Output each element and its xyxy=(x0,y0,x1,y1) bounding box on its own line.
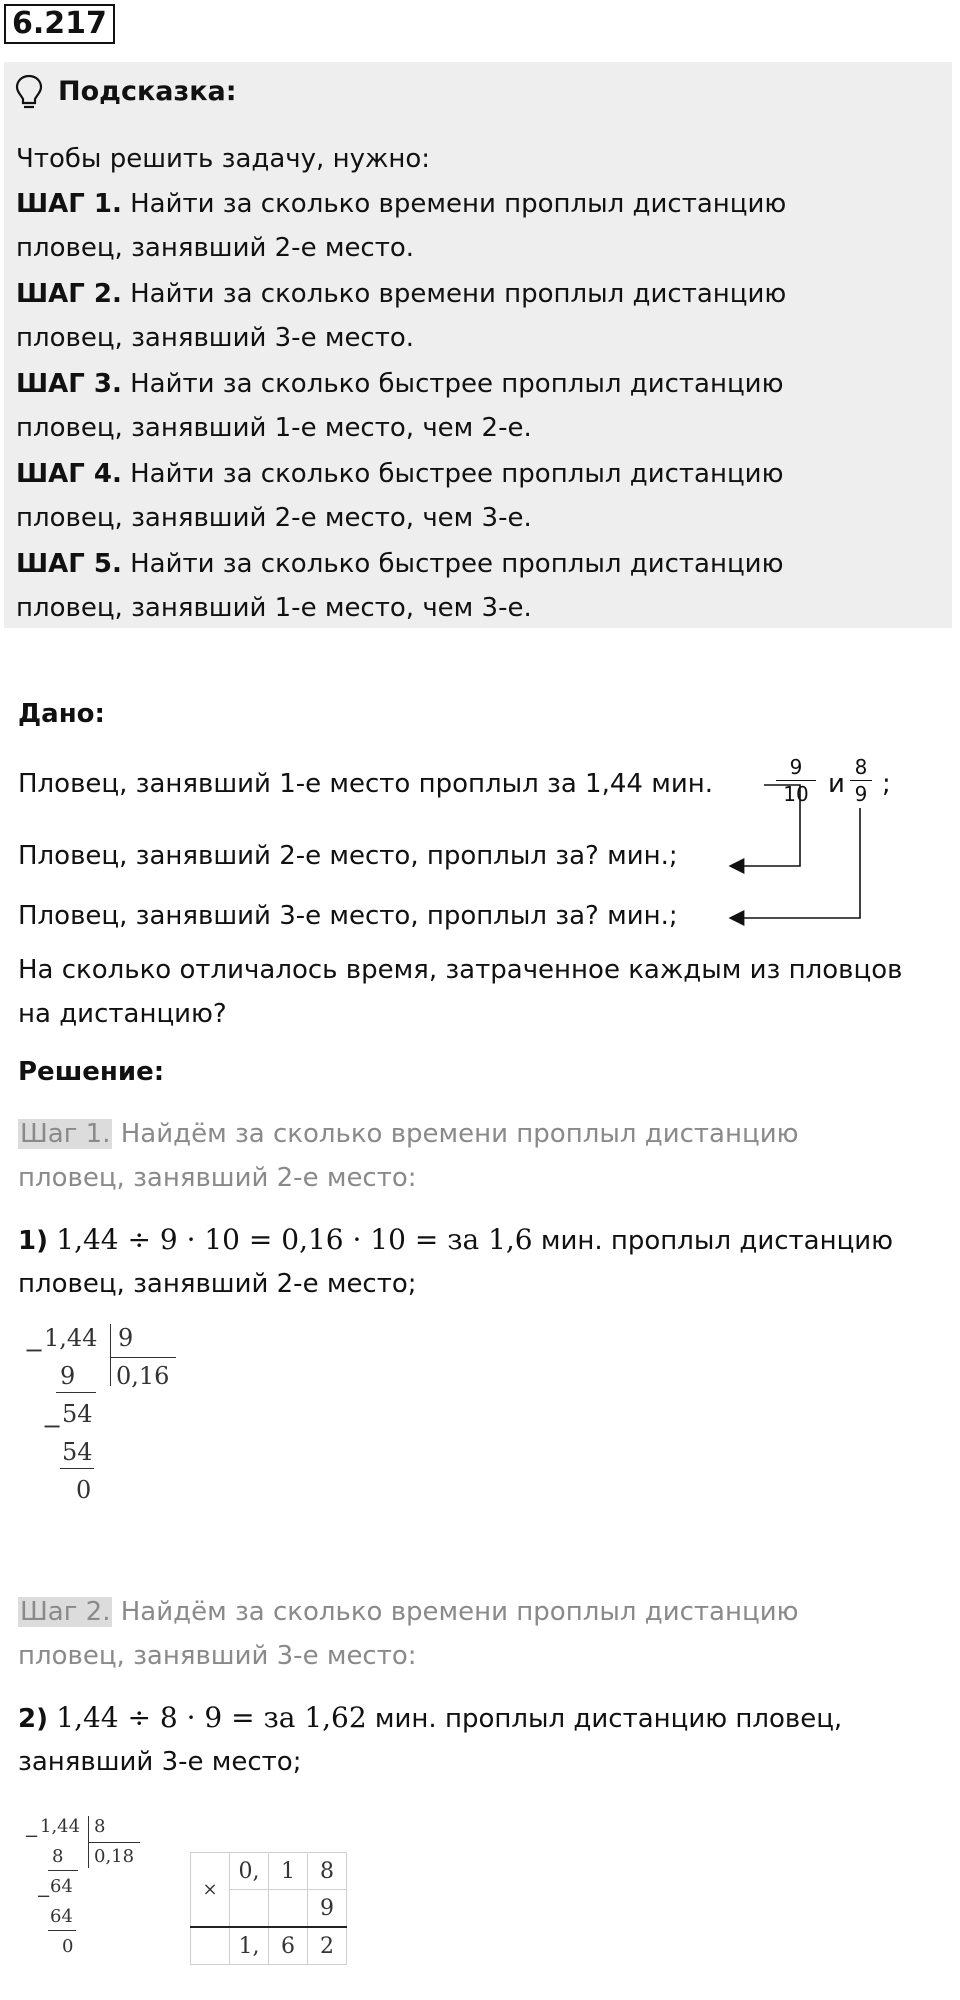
hint-step-4-cont: пловец, занявший 2-е место, чем 3-е. xyxy=(16,503,532,533)
solution-step-1-heading: Шаг 1. Найдём за сколько времени проплыл дистанцию xyxy=(20,1119,799,1149)
given-title: Дано: xyxy=(18,699,105,729)
given-question-1: На сколько отличалось время, затраченное каждым из пловцов xyxy=(18,955,903,985)
hint-step-3: ШАГ 3. Найти за сколько быстрее проплыл дистанцию xyxy=(16,369,784,399)
solution-step-1-heading-cont: пловец, занявший 2-е место: xyxy=(18,1163,417,1193)
mult-cell xyxy=(230,1890,269,1928)
solution-step-2-heading-cont: пловец, занявший 3-е место: xyxy=(18,1641,417,1671)
solution-step-1-formula-cont: пловец, занявший 2-е место; xyxy=(18,1269,417,1299)
given-arrows xyxy=(0,0,960,960)
solution-step-2-heading: Шаг 2. Найдём за сколько времени проплыл дистанцию xyxy=(20,1597,799,1627)
hint-step-5-cont: пловец, занявший 1-е место, чем 3-е. xyxy=(16,593,532,623)
arrow-to-second xyxy=(730,785,800,866)
problem-number: 6.217 xyxy=(4,4,115,44)
given-semicolon: ; xyxy=(882,769,891,799)
multiplication-grid xyxy=(190,1852,347,1965)
solution-title: Решение: xyxy=(18,1057,165,1087)
mult-cell: 2 xyxy=(308,1927,347,1965)
mult-cell: 0, xyxy=(230,1853,269,1890)
mult-cell: 8 xyxy=(308,1853,347,1890)
mult-cell: 1 xyxy=(269,1853,308,1890)
hint-title: Подсказка: xyxy=(58,76,237,107)
times-sign: × xyxy=(191,1853,230,1928)
hint-step-1-cont: пловец, занявший 2-е место. xyxy=(16,233,415,263)
hint-step-2-cont: пловец, занявший 3-е место. xyxy=(16,323,415,353)
mult-cell: 6 xyxy=(269,1927,308,1965)
fraction-9-10: $\frac{9}{10}$ xyxy=(776,754,816,807)
hint-step-2: ШАГ 2. Найти за сколько времени проплыл дистанцию xyxy=(16,279,787,309)
hint-step-3-cont: пловец, занявший 1-е место, чем 2-е. xyxy=(16,413,532,443)
given-line-3: Пловец, занявший 3-е место, проплыл за? мин.; xyxy=(18,901,678,931)
given-line-2: Пловец, занявший 2-е место, проплыл за? мин.; xyxy=(18,841,678,871)
mult-cell xyxy=(269,1890,308,1928)
hint-step-5: ШАГ 5. Найти за сколько быстрее проплыл дистанцию xyxy=(16,549,784,579)
fraction-8-9: $\frac{8}{9}$ xyxy=(850,754,872,807)
mult-cell: 9 xyxy=(308,1890,347,1928)
given-question-2: на дистанцию? xyxy=(18,999,227,1029)
solution-step-1-formula: 1) 1,44 ÷ 9 · 10 = 0,16 · 10 = за 1,6 мин. проплыл дистанцию xyxy=(18,1223,894,1256)
hint-intro: Чтобы решить задачу, нужно: xyxy=(16,144,431,174)
given-line-1: Пловец, занявший 1-е место проплыл за 1,44 мин. xyxy=(18,769,713,799)
hint-step-1: ШАГ 1. Найти за сколько времени проплыл дистанцию xyxy=(16,189,787,219)
solution-step-2-formula: 2) 1,44 ÷ 8 · 9 = за 1,62 мин. проплыл дистанцию пловец, xyxy=(18,1701,843,1734)
mult-cell: 1, xyxy=(230,1927,269,1965)
given-and: и xyxy=(828,769,845,799)
arrow-to-third xyxy=(730,808,860,918)
solution-step-2-formula-cont: занявший 3-е место; xyxy=(18,1747,302,1777)
hint-step-4: ШАГ 4. Найти за сколько быстрее проплыл дистанцию xyxy=(16,459,784,489)
